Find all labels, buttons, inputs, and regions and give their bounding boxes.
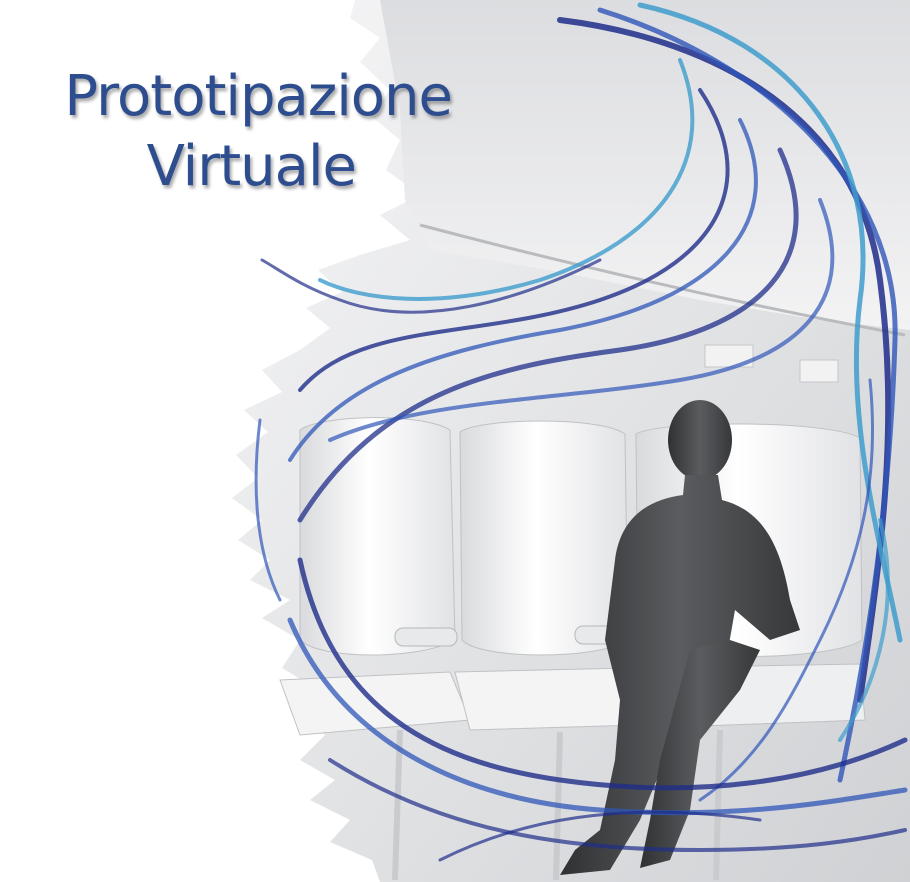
title-line-2: Virtuale bbox=[146, 134, 356, 199]
seat-back-middle bbox=[460, 421, 628, 655]
reading-light-2 bbox=[800, 360, 838, 382]
title-line-1: Prototipazione bbox=[64, 64, 452, 129]
seat-back-left bbox=[300, 418, 455, 655]
title-block bbox=[0, 62, 490, 202]
seat-cushion-middle bbox=[455, 668, 640, 730]
armrest-left bbox=[395, 628, 457, 646]
